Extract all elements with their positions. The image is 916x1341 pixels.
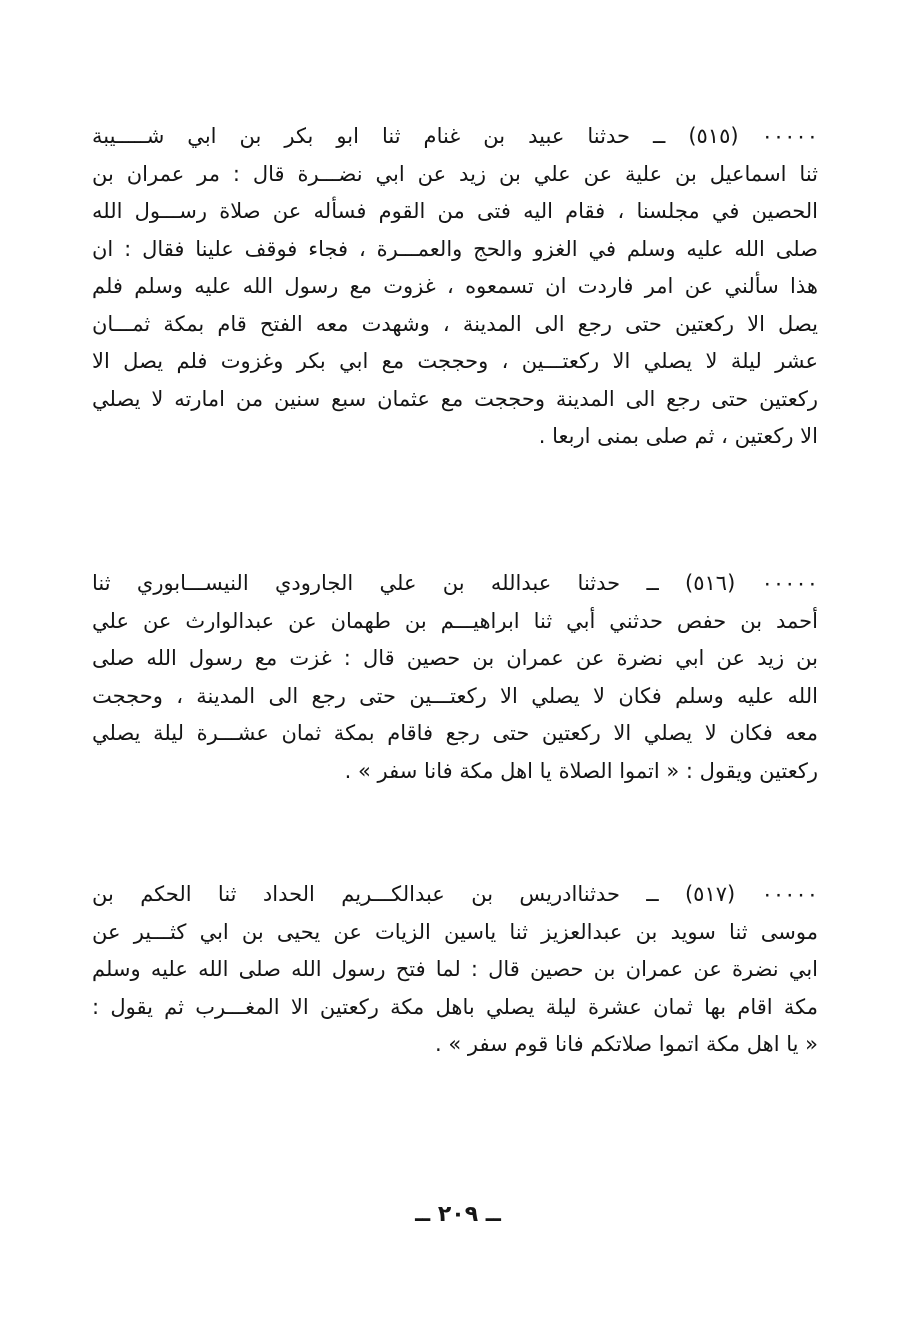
text-line: هذا سألني عن امر فاردت ان تسمعوه ، غزوت مع رسول الله عليه وسلم فلم [92,274,818,298]
text-line: الحصين في مجلسنا ، فقام اليه فتى من القوم فسأله عن صلاة رســـول الله [92,199,818,223]
text-line: معه فكان لا يصلي الا ركعتين حتى رجع فاقام بمكة ثمان عشـــرة ليلة يصلي [92,721,818,745]
hadith-517-heading: ٠٠٠٠٠ (٥١٧) ــ حدثناادريس بن عبدالكـــريم الحداد ثنا الحكم بن [92,882,818,906]
hadith-516-heading: ٠٠٠٠٠ (٥١٦) ــ حدثنا عبدالله بن علي الجارودي النيســـابوري ثنا [92,571,818,595]
text-line: موسى ثنا سويد بن عبدالعزيز ثنا ياسين الزيات عن يحيى بن ابي كثـــير عن [92,919,818,944]
page-number: ــ ٢٠٩ ــ [415,1202,501,1227]
text-line: الا ركعتين ، ثم صلى بمنى اربعا . [538,424,818,448]
text-line: ابي نضرة عن عمران بن حصين قال : لما فتح رسول الله صلى الله عليه وسلم [92,957,818,981]
text-line: صلى الله عليه وسلم في الغزو والحج والعمـــرة ، فجاء فوقف علينا فقال : ان [92,236,818,261]
hadith-515-heading: ٠٠٠٠٠ (٥١٥) ــ حدثنا عبيد بن غنام ثنا ابو بكر بن ابي شـــــيبة [92,124,818,148]
text-line: أحمد بن حفص حدثني أبي ثنا ابراهيـــم بن طهمان عن عبدالوارث عن علي [92,608,818,633]
text-line: عشر ليلة لا يصلي الا ركعتـــين ، وحججت مع ابي بكر وغزوت فلم يصل الا [92,349,818,373]
text-line: ركعتين حتى رجع الى المدينة وحججت مع عثمان سبع سنين من امارته لا يصلي [92,386,818,411]
hadith-516 [92,565,818,790]
text-line: بن زيد عن ابي نضرة عن عمران بن حصين قال : غزت مع رسول الله صلى [92,646,818,670]
hadith-515 [92,118,818,456]
text-line: يصل الا ركعتين حتى رجع الى المدينة ، وشهدت معه الفتح قام بمكة ثمـــان [92,311,818,336]
text-line: ركعتين ويقول : « اتموا الصلاة يا اهل مكة فانا سفر » . [344,758,818,783]
hadith-517 [92,876,818,1064]
text-line: ثنا اسماعيل بن علية عن علي بن زيد عن ابي نضـــرة قال : مر عمران بن [92,161,818,186]
text-line: « يا اهل مكة اتموا صلاتكم فانا قوم سفر » . [435,1032,818,1056]
text-line: الله عليه وسلم فكان لا يصلي الا ركعتـــين حتى رجع الى المدينة ، وحججت [92,683,818,708]
text-line: مكة اقام بها ثمان عشرة ليلة يصلي باهل مكة ركعتين الا المغـــرب ثم يقول : [92,994,818,1019]
